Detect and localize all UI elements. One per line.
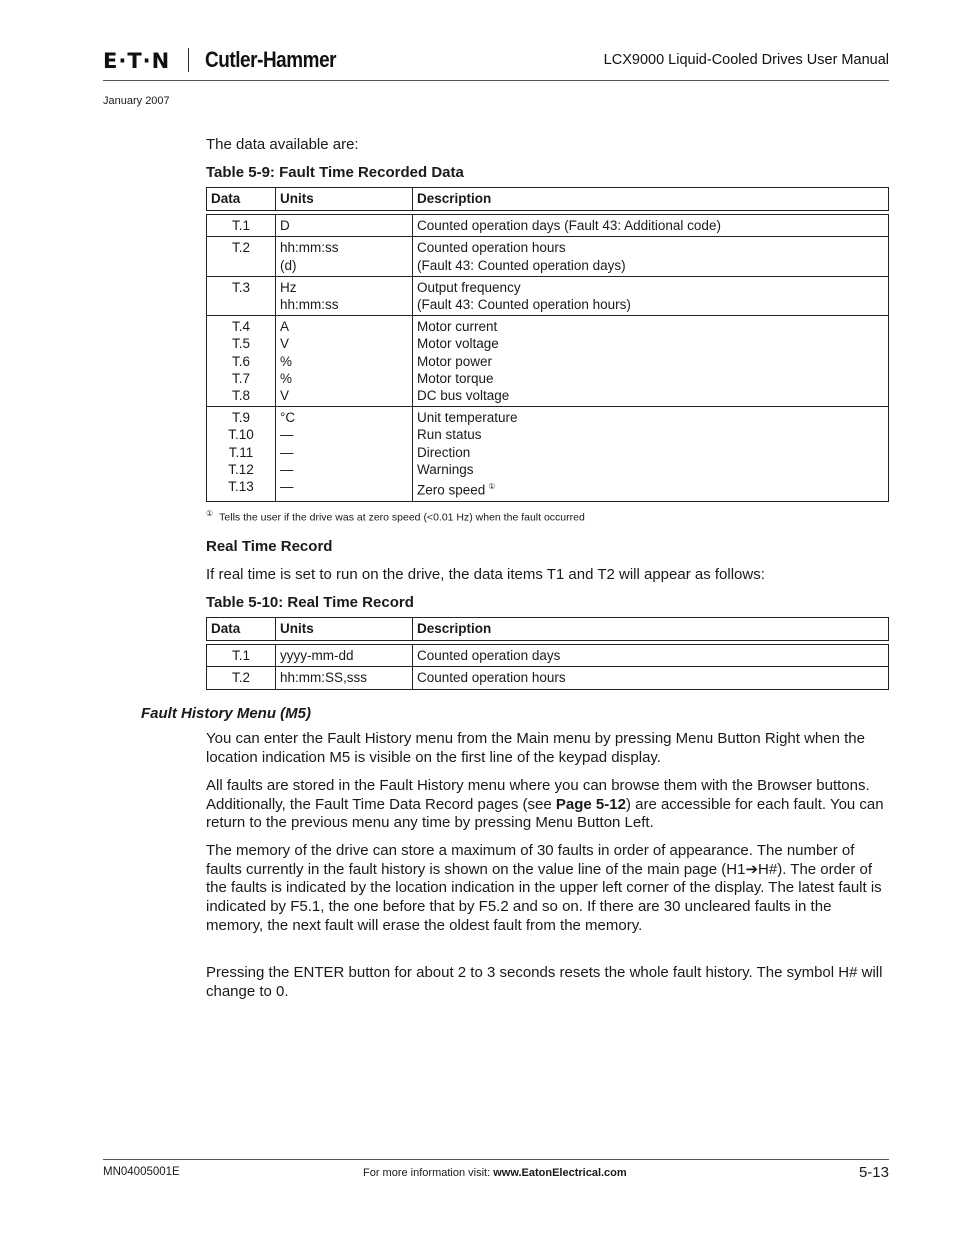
cell-line: T.13: [228, 479, 254, 495]
cell-line: (Fault 43: Counted operation days): [417, 257, 626, 273]
cell-line: T.4: [231, 319, 250, 335]
fault-history-heading: Fault History Menu (M5): [141, 705, 312, 722]
header-description: Description: [413, 188, 889, 211]
cell-line: (Fault 43: Counted operation hours): [417, 297, 631, 313]
real-time-table: [206, 617, 889, 690]
cell-units: yyyy-mm-dd: [276, 645, 413, 667]
cell-line: T.1: [231, 218, 250, 234]
cell-units: hh:mm:SS,sss: [276, 667, 413, 689]
cell-line: Counted operation hours: [417, 240, 566, 256]
cell-description: [413, 316, 889, 407]
p2-text-a: All faults are stored in the Fault History menu where you can browse them with the Browser buttons. Additionally, the Fault Time Data Record pages (see: [206, 777, 870, 813]
publication-date: January 2007: [103, 95, 170, 107]
cell-line: Direction: [417, 444, 471, 460]
cell-line: —: [280, 479, 294, 495]
table2-caption: Table 5-10: Real Time Record: [206, 594, 414, 611]
cell-description: Counted operation days: [413, 645, 889, 667]
cell-data: [207, 407, 276, 502]
brand-name: Cutler-Hammer: [205, 47, 337, 72]
cell-data: T.1: [207, 645, 276, 667]
cell-description: [413, 237, 889, 276]
cell-data: [207, 276, 276, 315]
fault-history-p3: [206, 842, 890, 936]
cell-line: Motor torque: [417, 370, 494, 386]
cell-line: Hz: [280, 279, 297, 295]
cell-line: —: [280, 444, 294, 460]
table-row: [207, 407, 889, 502]
cell-line: Run status: [417, 427, 482, 443]
website-link[interactable]: www.EatonElectrical.com: [493, 1167, 627, 1179]
fault-history-p2: [206, 777, 890, 833]
table1-caption: Table 5-9: Fault Time Recorded Data: [206, 164, 464, 181]
cell-line: %: [280, 353, 293, 369]
header-data: Data: [207, 618, 276, 641]
header-data: Data: [207, 188, 276, 211]
table-row: [207, 215, 889, 237]
cell-units: [276, 407, 413, 502]
fault-history-p4: Pressing the ENTER button for about 2 to 3 seconds resets the whole fault history. The symbol H# will change to 0.: [206, 964, 883, 1000]
cell-line: T.9: [231, 410, 250, 426]
cell-line: V: [280, 336, 290, 352]
table-row: [207, 316, 889, 407]
page-number: 5-13: [858, 1164, 889, 1181]
logo-divider: [188, 48, 189, 72]
footnote-marker: ①: [488, 482, 496, 492]
cell-line: T.12: [228, 461, 254, 477]
real-time-text: If real time is set to run on the drive, the data items T1 and T2 will appear as follows:: [206, 566, 765, 583]
cell-line: Warnings: [417, 461, 474, 477]
arrow-icon: ➔: [745, 860, 759, 878]
cell-data: [207, 237, 276, 276]
table-row: [207, 276, 889, 315]
header-units: Units: [276, 188, 413, 211]
cell-line: Zero speed: [417, 482, 486, 498]
cell-line: Output frequency: [417, 279, 521, 295]
cell-description: [413, 276, 889, 315]
header-units: Units: [276, 618, 413, 641]
cell-line: Motor power: [417, 353, 493, 369]
table-header-row: [207, 618, 889, 641]
cell-line: Unit temperature: [417, 410, 518, 426]
cell-units: [276, 215, 413, 237]
table-header-row: [207, 188, 889, 211]
cell-description: [413, 215, 889, 237]
cell-line: V: [280, 388, 290, 404]
fault-history-p1: You can enter the Fault History menu from the Main menu by pressing Menu Button Right when the location indication M5 is visible on the first line of the keypad display.: [206, 730, 865, 766]
footer-info: [363, 1167, 627, 1179]
p3-text-a: The memory of the drive can store a maximum of 30 faults in order of appearance. The number of faults currently in the fault history is shown on the value line of the main page (H1: [206, 842, 855, 878]
cell-line: DC bus voltage: [417, 388, 510, 404]
eaton-logo: E·T·N: [103, 49, 171, 73]
footnote-marker: ①: [206, 509, 214, 518]
cell-line: T.6: [231, 353, 250, 369]
cell-data: [207, 316, 276, 407]
cell-line: T.3: [231, 279, 250, 295]
cell-units: [276, 237, 413, 276]
fault-time-table: [206, 187, 889, 502]
table-row: [207, 645, 889, 667]
cell-units: [276, 276, 413, 315]
cell-line: —: [280, 427, 294, 443]
page-reference-link[interactable]: Page 5-12: [555, 795, 626, 813]
page-header: [103, 44, 889, 80]
cell-line: (d): [280, 257, 297, 273]
p2-text-b: ) are accessible for each fault. You can return to the previous menu any time by pressing Menu Button Left.: [206, 795, 884, 832]
table1-footnote: [206, 509, 585, 524]
cell-line: T.8: [231, 388, 250, 404]
cell-line: —: [280, 461, 294, 477]
cell-line: hh:mm:ss: [280, 297, 339, 313]
cell-line: %: [280, 370, 293, 386]
header-description: Description: [413, 618, 889, 641]
cell-line: Motor current: [417, 319, 498, 335]
cell-line: hh:mm:ss: [280, 240, 339, 256]
cell-line: A: [280, 319, 290, 335]
cell-description: [413, 407, 889, 502]
header-rule: [103, 80, 889, 81]
table-row: [207, 237, 889, 276]
cell-line: Counted operation days (Fault 43: Additional code): [417, 218, 721, 234]
cell-data: T.2: [207, 667, 276, 689]
cell-line: T.5: [231, 336, 250, 352]
cell-line: D: [280, 218, 290, 234]
real-time-heading: Real Time Record: [206, 538, 333, 555]
footer-info-prefix: For more information visit:: [363, 1167, 494, 1179]
cell-line: °C: [280, 410, 296, 426]
footer-rule: [103, 1159, 889, 1160]
cell-units: [276, 316, 413, 407]
p3-text-b: H#). The order of the faults is indicated by the location indication in the upper left corner of the display. The latest fault is indicated by F5.1, the one before that by F5.2 and so on. If there are 30 uncleared faults in the memory, the next fault will erase the oldest fault from the memory.: [206, 860, 882, 934]
cell-line: T.11: [228, 444, 254, 460]
table-row: [207, 667, 889, 689]
cell-data: [207, 215, 276, 237]
manual-title: LCX9000 Liquid-Cooled Drives User Manual: [603, 52, 889, 68]
footnote-text: Tells the user if the drive was at zero speed (<0.01 Hz) when the fault occurred: [219, 511, 585, 524]
cell-line: Motor voltage: [417, 336, 499, 352]
cell-line: T.10: [228, 427, 254, 443]
cell-line: T.2: [231, 240, 250, 256]
intro-text: The data available are:: [206, 136, 359, 153]
cell-description: Counted operation hours: [413, 667, 889, 689]
document-number: MN04005001E: [103, 1166, 180, 1178]
cell-line: T.7: [231, 370, 250, 386]
